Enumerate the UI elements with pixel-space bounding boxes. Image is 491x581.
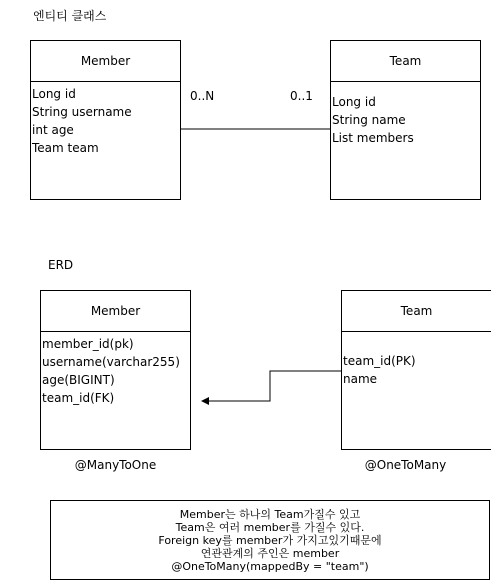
arrowhead-icon xyxy=(201,397,209,405)
member-multiplicity: 0..N xyxy=(190,89,215,103)
field: Long id xyxy=(32,87,76,101)
column: team_id(PK) xyxy=(343,354,416,368)
foreign-key-connector xyxy=(206,371,341,401)
note-line: @OneToMany(mappedBy = "team") xyxy=(171,559,369,573)
team-entity-fields xyxy=(332,93,414,147)
team-multiplicity: 0..1 xyxy=(290,89,313,103)
team-table-columns xyxy=(343,352,416,388)
team-entity-header: Team xyxy=(331,41,480,82)
column: username(varchar255) xyxy=(42,355,180,369)
member-entity-fields xyxy=(32,85,132,157)
member-annotation: @ManyToOne xyxy=(74,458,157,472)
field: List members xyxy=(332,131,414,145)
erd-section-title: ERD xyxy=(48,258,74,272)
column: age(BIGINT) xyxy=(42,373,115,387)
team-entity-box[interactable] xyxy=(330,40,481,200)
team-table-box[interactable] xyxy=(341,290,491,450)
field: Team team xyxy=(32,141,99,155)
explanation-note xyxy=(50,500,490,580)
member-entity-box[interactable] xyxy=(30,40,181,200)
field: String name xyxy=(332,113,406,127)
member-table-box[interactable] xyxy=(40,290,191,450)
column: team_id(FK) xyxy=(42,391,115,405)
field: Long id xyxy=(332,95,376,109)
member-table-header: Member xyxy=(41,291,190,332)
member-table-columns xyxy=(42,335,180,407)
team-annotation: @OneToMany xyxy=(364,458,447,472)
note-line: Member는 하나의 Team가질수 있고 xyxy=(179,507,361,521)
column: member_id(pk) xyxy=(42,337,134,351)
note-line: Team은 여러 member를 가질수 있다. xyxy=(175,520,365,534)
note-line: Foreign key를 member가 가지고있기때문에 xyxy=(158,533,382,547)
field: int age xyxy=(32,123,74,137)
field: String username xyxy=(32,105,132,119)
column: name xyxy=(343,372,378,386)
entity-section-title: 엔티티 클래스 xyxy=(33,9,107,23)
team-table-header: Team xyxy=(342,291,491,332)
member-entity-header: Member xyxy=(31,41,180,82)
note-line: 연관관계의 주인은 member xyxy=(200,546,340,560)
